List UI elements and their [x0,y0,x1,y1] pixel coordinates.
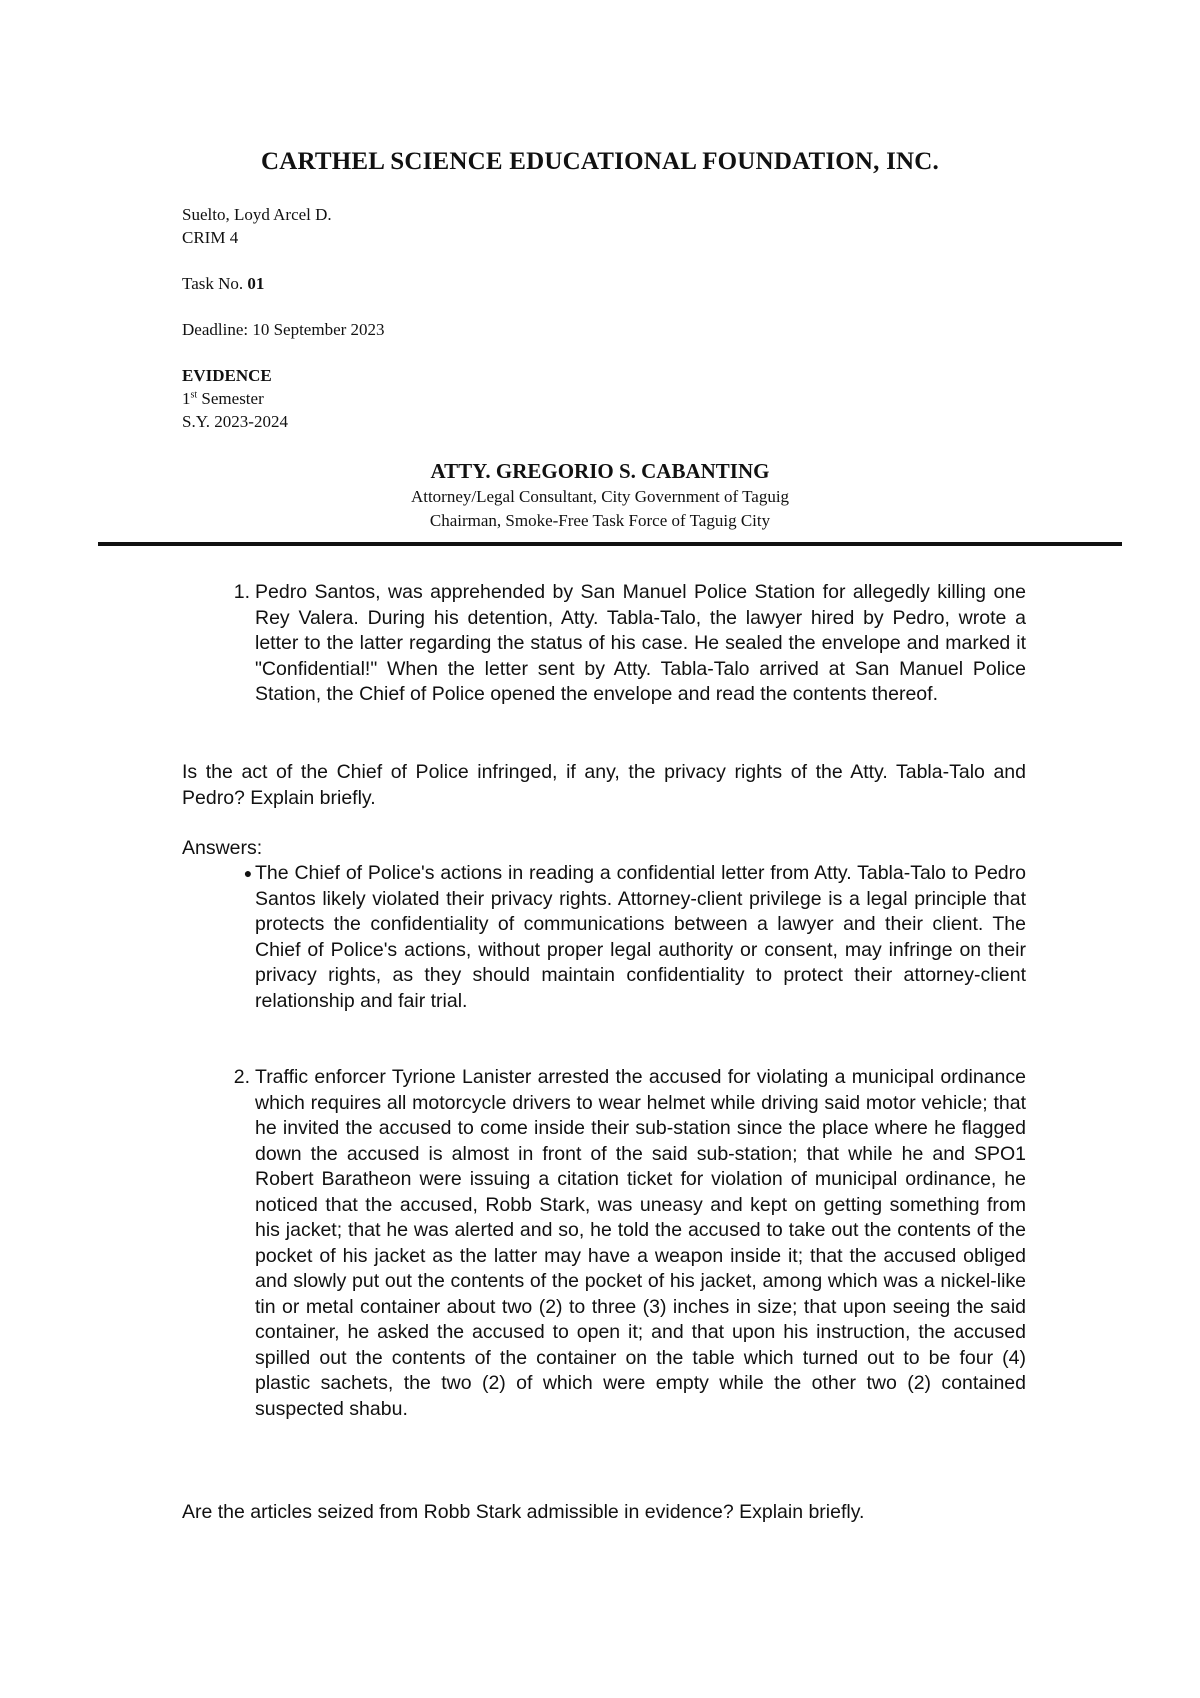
question-2 [214,1065,1026,1422]
question-1-prompt: Is the act of the Chief of Police infringed, if any, the privacy rights of the Atty. Tabla-Talo and Pedro? Explain briefly. [182,761,1026,809]
school-year: S.Y. 2023-2024 [182,412,288,431]
answer-item [214,861,1026,1014]
deadline: Deadline: 10 September 2023 [182,320,385,339]
organization-title: CARTHEL SCIENCE EDUCATIONAL FOUNDATION, INC. [261,148,939,175]
question-1 [214,580,1026,708]
student-course: CRIM 4 [182,228,239,247]
header-divider [98,542,1122,546]
question-number: 1. [233,581,250,603]
question-text: Pedro Santos, was apprehended by San Manuel Police Station for allegedly killing one Rey Valera. During his detention, Atty. Tabla-Talo, the lawyer hired by Pedro, wrote a letter to the latter regarding the status of his case. He sealed the envelope and marked it "Confidential!" When the letter sent by Atty. Tabla-Talo arrived at San Manuel Police Station, the Chief of Police opened the envelope and read the contents thereof. [255,581,1026,705]
question-text: Traffic enforcer Tyrione Lanister arrested the accused for violating a municipal ordinance which requires all motorcycle drivers to wear helmet while driving said motor vehicle; that he invited the accused to come inside their sub-station since the place where he flagged down the accused is almost in front of the said sub-station; that while he and SPO1 Robert Baratheon were issuing a citation ticket for violation of municipal ordinance, he noticed that the accused, Robb Stark, was uneasy and kept on getting something from his jacket; that he was alerted and so, he told the accused to take out the contents of the pocket of his jacket as the latter may have a weapon inside it; that the accused obliged and slowly put out the contents of the pocket of his jacket, among which was a nickel-like tin or metal container about two (2) to three (3) inches in size; that upon seeing the said container, he asked the accused to open it; and that upon his instruction, the accused spilled out the contents of the container on the table which turned out to be four (4) plastic sachets, the two (2) of which were empty while the other two (2) contained suspected shabu. [255,1066,1026,1420]
question-2-prompt: Are the articles seized from Robb Stark admissible in evidence? Explain briefly. [182,1501,865,1523]
instructor-name: ATTY. GREGORIO S. CABANTING [430,459,770,483]
answer-text: The Chief of Police's actions in reading a confidential letter from Atty. Tabla-Talo to Pedro Santos likely violated their privacy rights. Attorney-client privilege is a legal principle that protects the confidentiality of communications between a lawyer and their client. The Chief of Police's actions, without proper legal authority or consent, may infringe on their privacy rights, as they should maintain confidentiality to protect their attorney-client relationship and fair trial. [255,862,1026,1012]
semester: 1st Semester [182,389,264,408]
instructor-block [0,457,1200,533]
subject-block [182,364,288,433]
subject-title: EVIDENCE [182,366,272,385]
instructor-role-1: Attorney/Legal Consultant, City Government of Taguig [410,487,790,506]
bullet-icon: ● [243,865,253,881]
question-number: 2. [233,1066,250,1088]
student-info [182,203,332,249]
answers-heading: Answers: [182,837,263,859]
task-value: 01 [247,274,265,293]
student-name: Suelto, Loyd Arcel D. [182,205,332,224]
task-number [182,272,264,295]
task-label: Task No. [182,274,248,293]
instructor-role-2: Chairman, Smoke-Free Task Force of Taguig City [429,511,771,530]
